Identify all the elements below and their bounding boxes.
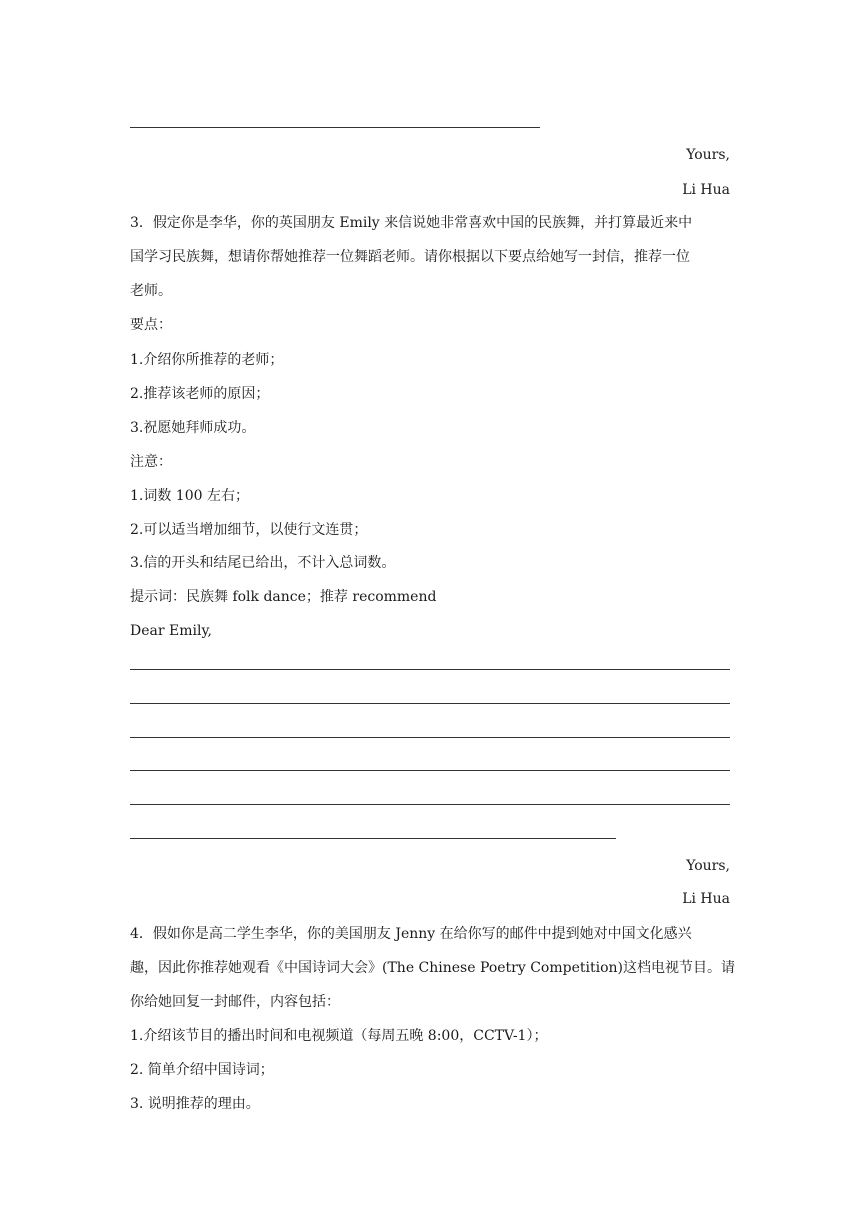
answer-line (130, 804, 730, 805)
hint-words: 提示词：民族舞 folk dance；推荐 recommend (130, 589, 437, 605)
notes-heading: 注意： (130, 454, 172, 470)
salutation: Dear Emily, (130, 623, 212, 639)
question-3-line-3: 老师。 (130, 283, 172, 299)
note-item: 3.信的开头和结尾已给出，不计入总词数。 (130, 555, 396, 571)
answer-line (130, 127, 540, 128)
answer-line (130, 737, 730, 738)
answer-line (130, 770, 730, 771)
closing: Yours, (686, 858, 730, 874)
question-4-line-3: 你给她回复一封邮件，内容包括： (130, 994, 340, 1010)
answer-line (130, 703, 730, 704)
question-4-line-2: 趣，因此你推荐她观看《中国诗词大会》(The Chinese Poetry Competition)这档电视节目。请 (130, 960, 735, 976)
signature: Li Hua (682, 182, 730, 198)
closing: Yours, (686, 147, 730, 163)
answer-line (130, 838, 616, 839)
note-item: 2.可以适当增加细节，以使行文连贯； (130, 522, 368, 538)
point-item: 1.介绍你所推荐的老师； (130, 352, 284, 368)
question-3-line-2: 国学习民族舞，想请你帮她推荐一位舞蹈老师。请你根据以下要点给她写一封信，推荐一位 (130, 249, 690, 265)
point-item: 2.推荐该老师的原因； (130, 386, 270, 402)
content-item: 3. 说明推荐的理由。 (130, 1096, 260, 1112)
points-heading: 要点： (130, 317, 172, 333)
content-item: 2. 简单介绍中国诗词； (130, 1062, 274, 1078)
content-item: 1.介绍该节目的播出时间和电视频道（每周五晚 8:00，CCTV-1）； (130, 1028, 548, 1044)
note-item: 1.词数 100 左右； (130, 488, 249, 504)
point-item: 3.祝愿她拜师成功。 (130, 420, 256, 436)
question-3-line-1: 3．假定你是李华，你的英国朋友 Emily 来信说她非常喜欢中国的民族舞，并打算最近来中 (130, 215, 693, 231)
question-4-line-1: 4．假如你是高二学生李华，你的美国朋友 Jenny 在给你写的邮件中提到她对中国文化感兴 (130, 926, 692, 942)
answer-line (130, 669, 730, 670)
signature: Li Hua (682, 891, 730, 907)
